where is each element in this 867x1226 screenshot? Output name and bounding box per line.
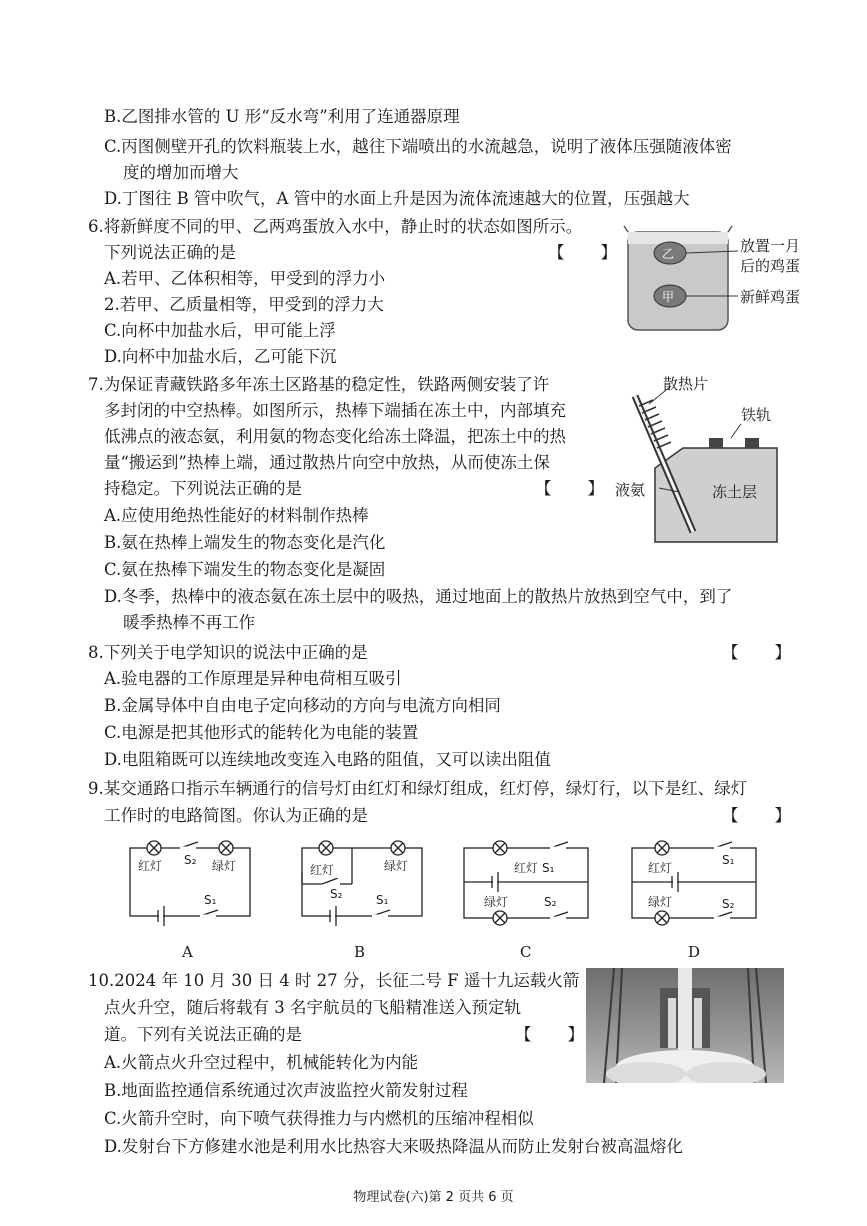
q7-stem-line3: 低沸点的液态氨，利用氨的物态变化给冻土降温，把冻土中的热: [104, 427, 566, 446]
q6-option-a: A.若甲、乙体积相等，甲受到的浮力小: [104, 269, 386, 288]
q6-egg-jia-label: 甲: [662, 290, 675, 304]
q9d-s1-label: S₁: [722, 853, 735, 867]
q6-stem-line1: 6.将新鲜度不同的甲、乙两鸡蛋放入水中，静止时的状态如图所示。: [88, 217, 583, 236]
q7-label-rail: 铁轨: [741, 406, 772, 424]
q9b-s2-label: S₂: [330, 887, 343, 901]
q7-label-fins: 散热片: [663, 375, 709, 393]
q6-option-d: D.向杯中加盐水后，乙可能下沉: [104, 347, 337, 366]
q7-option-d-line1: D.冬季，热棒中的液态氨在冻土层中的吸热，通过地面上的散热片放热到空气中，到了: [104, 587, 733, 606]
q7-stem-line4: 量“搬运到”热棒上端，通过散热片向空中放热，从而使冻土保: [104, 453, 550, 472]
q10-option-c: C.火箭升空时，向下喷气获得推力与内燃机的压缩冲程相似: [104, 1109, 534, 1128]
q7-option-b: B.氨在热棒上端发生的物态变化是汽化: [104, 533, 386, 552]
q10-stem-line1: 10.2024 年 10 月 30 日 4 时 27 分，长征二号 F 遥十九运载火箭: [88, 971, 580, 990]
q7-stem-line5: 持稳定。下列说法正确的是: [104, 479, 302, 498]
q8-option-b: B.金属导体中自由电子定向移动的方向与电流方向相同: [104, 696, 501, 715]
q7-option-a: A.应使用绝热性能好的材料制作热棒: [104, 506, 369, 525]
q9-stem-line1: 9.某交通路口指示车辆通行的信号灯由红灯和绿灯组成，红灯停，绿灯行，以下是红、绿灯: [88, 779, 748, 798]
q9c-s1-label: S₁: [542, 861, 555, 875]
q5-option-c-line2: 度的增加而增大: [123, 163, 239, 182]
q10-option-a: A.火箭点火升空过程中，机械能转化为内能: [104, 1053, 419, 1072]
q6-option-b: 2.若甲、乙质量相等，甲受到的浮力大: [104, 295, 384, 314]
q9-caption-c: C: [520, 943, 532, 961]
q9c-green-label: 绿灯: [484, 895, 509, 909]
q9a-s2-label: S₂: [184, 853, 197, 867]
q7-option-c: C.氨在热棒下端发生的物态变化是凝固: [104, 560, 386, 579]
q9c-red-label: 红灯: [514, 861, 539, 875]
q10-option-b: B.地面监控通信系统通过次声波监控火箭发射过程: [104, 1081, 468, 1100]
q5-option-b: B.乙图排水管的 U 形“反水弯”利用了连通器原理: [104, 107, 460, 126]
q7-option-d-line2: 暖季热棒不再工作: [123, 613, 255, 632]
q6-answer-bracket: 【 】: [548, 243, 618, 262]
q5-option-c-line1: C.丙图侧壁开孔的饮料瓶装上水，越往下端喷出的水流越急，说明了液体压强随液体密: [104, 137, 732, 156]
q8-option-c: C.电源是把其他形式的能转化为电能的装置: [104, 723, 419, 742]
q9a-s1-label: S₁: [204, 893, 217, 907]
q9-caption-b: B: [354, 943, 366, 961]
q7-label-frozen-soil: 冻土层: [712, 483, 758, 501]
q9b-s1-label: S₁: [376, 893, 389, 907]
q10-option-d: D.发射台下方修建水池是利用水比热容大来吸热降温从而防止发射台被高温熔化: [104, 1137, 683, 1156]
q9-circuit-c: [458, 832, 598, 927]
q8-option-a: A.验电器的工作原理是异种电荷相互吸引: [104, 669, 402, 688]
q9a-green-label: 绿灯: [212, 859, 237, 873]
q9-answer-bracket: 【 】: [722, 806, 792, 825]
q10-stem-line2: 点火升空，随后将载有 3 名宇航员的飞船精准送入预定轨: [104, 998, 521, 1017]
q7-stem-line1: 7.为保证青藏铁路多年冻土区路基的稳定性，铁路两侧安装了许: [88, 375, 550, 394]
q9-caption-a: A: [182, 943, 193, 961]
q10-answer-bracket: 【 】: [515, 1025, 585, 1044]
q9d-s2-label: S₂: [722, 897, 735, 911]
q6-label-fresh: 新鲜鸡蛋: [740, 288, 801, 306]
q7-stem-line2: 多封闭的中空热棒。如图所示，热棒下端插在冻土中，内部填充: [104, 401, 566, 420]
q6-option-c: C.向杯中加盐水后，甲可能上浮: [104, 321, 336, 340]
q6-label-aged-line2: 后的鸡蛋: [740, 257, 801, 275]
q7-label-ammonia: 液氨: [615, 481, 646, 499]
q7-heat-pipe-figure: [605, 372, 785, 552]
q9-circuit-d: [626, 832, 766, 927]
q9c-s2-label: S₂: [544, 895, 557, 909]
q6-stem-line2: 下列说法正确的是: [104, 243, 236, 262]
q9-circuit-a: [120, 832, 260, 927]
q8-option-d: D.电阻箱既可以连续地改变连入电路的阻值，又可以读出阻值: [104, 750, 551, 769]
rocket-launch-photo: [586, 968, 784, 1083]
q7-answer-bracket: 【 】: [535, 479, 605, 498]
q8-stem: 8.下列关于电学知识的说法中正确的是: [88, 643, 368, 662]
q9-circuit-b: [292, 832, 432, 927]
q10-stem-line3: 道。下列有关说法正确的是: [104, 1025, 302, 1044]
q9-caption-d: D: [688, 943, 701, 961]
q6-egg-yi-label: 乙: [662, 247, 675, 261]
page-footer: 物理试卷(六)第 2 页共 6 页: [353, 1190, 514, 1205]
q9d-green-label: 绿灯: [648, 895, 673, 909]
q8-answer-bracket: 【 】: [722, 643, 792, 662]
q9a-red-label: 红灯: [138, 859, 163, 873]
q5-option-d: D.丁图往 B 管中吹气，A 管中的水面上升是因为流体流速越大的位置，压强越大: [104, 189, 690, 208]
q9-stem-line2: 工作时的电路简图。你认为正确的是: [104, 806, 368, 825]
q9b-red-label: 红灯: [310, 863, 335, 877]
q6-label-aged-line1: 放置一月: [740, 237, 801, 255]
q9b-green-label: 绿灯: [384, 859, 409, 873]
q9d-red-label: 红灯: [648, 861, 673, 875]
